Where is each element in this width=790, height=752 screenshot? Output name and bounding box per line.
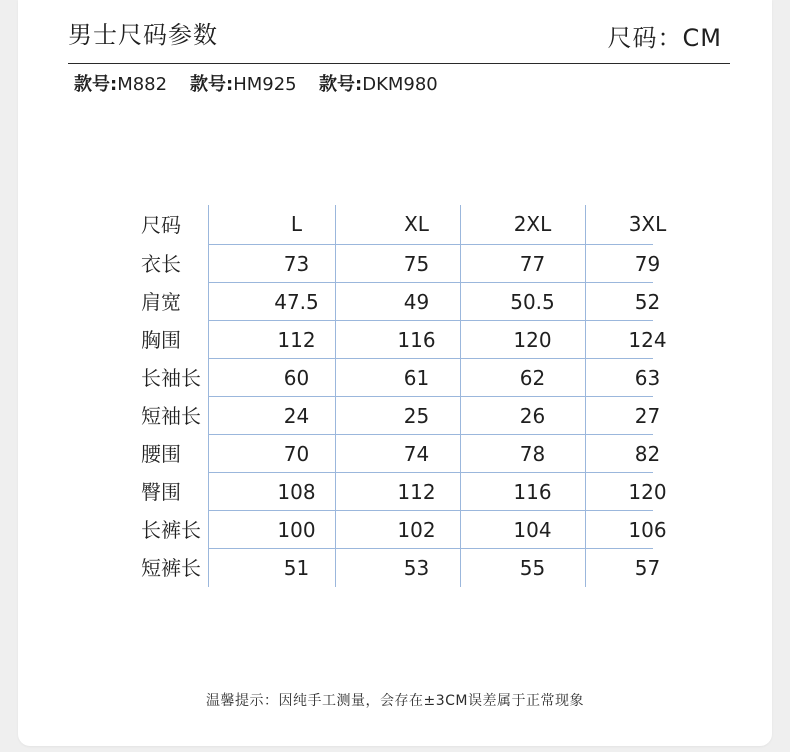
table-cell: 112 [397,480,436,504]
model-prefix: 款号: [190,74,234,95]
row-label: 短裤长 [141,556,201,580]
table-cell: 50.5 [510,290,555,314]
table-row [139,283,661,321]
table-row [139,435,661,473]
table-cell: 112 [277,328,316,352]
table-cell: 51 [283,556,310,580]
column-header: XL [404,212,429,236]
measurement-note: 温馨提示：因纯手工测量，会存在±3CM误差属于正常现象 [206,693,584,709]
model-prefix: 款号: [319,74,363,95]
table-row [139,511,667,549]
table-cell: 78 [519,442,546,466]
row-label: 长裤长 [141,518,201,542]
column-header: 2XL [513,212,552,236]
row-label: 短袖长 [141,404,201,428]
grid-line-horizontal [208,510,653,511]
model-value: HM925 [233,74,297,95]
table-cell: 61 [403,366,430,390]
table-cell: 116 [397,328,436,352]
unit-label: 尺码：CM [607,24,722,52]
table-cell: 25 [403,404,430,428]
table-cell: 57 [634,556,661,580]
table-cell: 104 [513,518,552,542]
grid-line-horizontal [208,548,653,549]
row-label: 衣长 [141,252,181,276]
table-cell: 63 [634,366,661,390]
grid-line-horizontal [208,472,653,473]
table-row [139,397,661,435]
model-number [190,73,319,97]
column-header: L [290,212,303,236]
table-cell: 73 [283,252,310,276]
table-row [139,321,667,359]
table-cell: 75 [403,252,430,276]
grid-line-horizontal [208,358,653,359]
table-cell: 79 [634,252,661,276]
table-cell: 77 [519,252,546,276]
table-cell: 60 [283,366,310,390]
table-row [139,549,661,587]
row-label: 肩宽 [141,290,181,314]
size-table [139,205,667,587]
table-cell: 55 [519,556,546,580]
model-prefix: 款号: [74,74,118,95]
table-cell: 49 [403,290,430,314]
table-row [139,245,661,283]
row-label: 长袖长 [141,366,201,390]
size-chart-card [18,0,772,746]
grid-line-horizontal [208,434,653,435]
table-cell: 106 [628,518,667,542]
model-value: M882 [117,74,168,95]
table-cell: 124 [628,328,667,352]
grid-line-horizontal [208,320,653,321]
page-title: 男士尺码参数 [68,21,218,49]
header [68,19,730,64]
model-value: DKM980 [362,74,438,95]
table-cell: 52 [634,290,661,314]
table-row [139,473,667,511]
row-label: 臀围 [141,480,181,504]
model-number [74,73,190,97]
table-cell: 102 [397,518,436,542]
table-cell: 82 [634,442,661,466]
table-cell: 62 [519,366,546,390]
table-row [139,359,661,397]
table-cell: 27 [634,404,661,428]
table-cell: 120 [513,328,552,352]
table-corner-label: 尺码 [141,213,181,237]
row-label: 胸围 [141,328,181,352]
model-numbers [74,73,438,97]
grid-line-horizontal [208,282,653,283]
grid-line-horizontal [208,244,653,245]
table-cell: 26 [519,404,546,428]
table-cell: 70 [283,442,310,466]
table-cell: 74 [403,442,430,466]
row-label: 腰围 [141,442,181,466]
table-cell: 116 [513,480,552,504]
table-cell: 108 [277,480,316,504]
table-cell: 120 [628,480,667,504]
table-header-row [139,205,667,243]
column-header: 3XL [628,212,667,236]
grid-line-horizontal [208,396,653,397]
table-cell: 100 [277,518,316,542]
table-cell: 24 [283,404,310,428]
table-cell: 47.5 [274,290,319,314]
table-cell: 53 [403,556,430,580]
model-number [319,73,438,97]
